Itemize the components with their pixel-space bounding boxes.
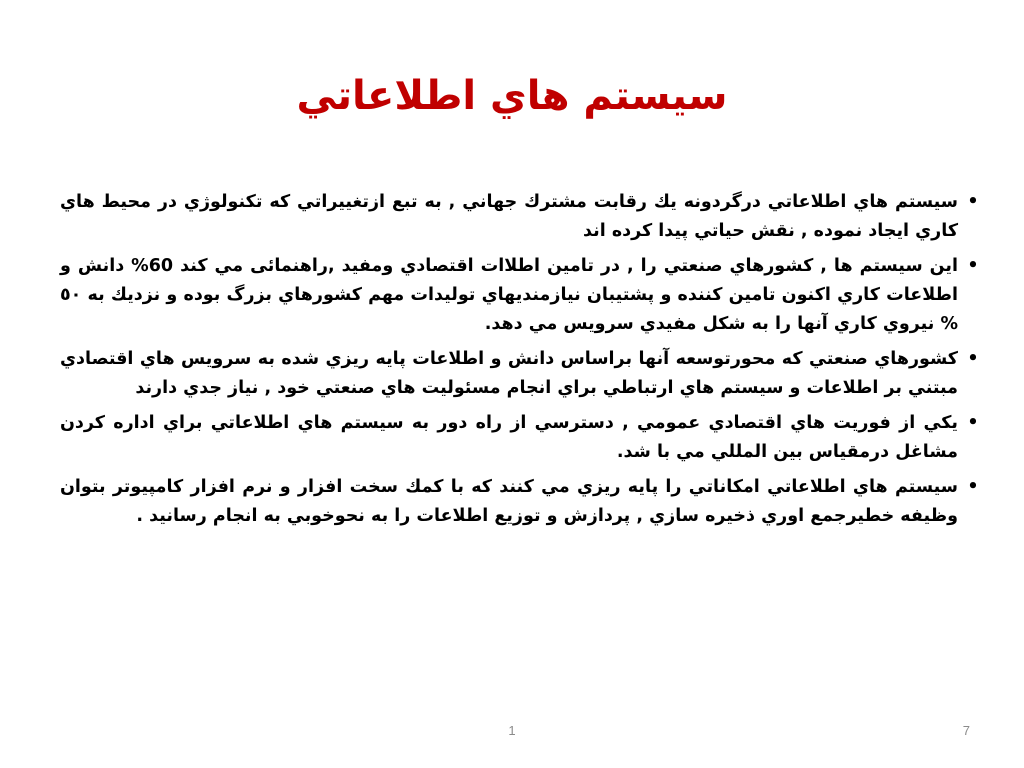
slide-title: سيستم هاي اطلاعاتي bbox=[296, 73, 728, 119]
bullet-item bbox=[60, 252, 979, 339]
bullet-item bbox=[60, 345, 979, 403]
slide-number: 7 bbox=[962, 723, 970, 738]
bullet-text: سيستم هاي اطلاعاتي درگردونه يك رقابت مشترك جهاني , به تبع ازتغييراتي كه تكنولوژي در محيط هاي كاري ايجاد نموده , نقش حياتي پيدا كرده اند bbox=[60, 192, 958, 241]
bullet-text: كشورهاي صنعتي كه محورتوسعه آنها براساس دانش و اطلاعات پايه ريزي شده به سرويس هاي اقتصادي مبتني بر اطلاعات و سيستم هاي ارتباطي براي انجام مسئوليت هاي صنعتي خود , نياز جدي دارند bbox=[60, 349, 958, 398]
bullet-item bbox=[60, 473, 979, 531]
bullet-icon: • bbox=[967, 349, 979, 369]
bullet-icon: • bbox=[967, 256, 979, 276]
bullet-text: اين سيستم ها , كشورهاي صنعتي را , در تامين اطلاات اقتصادي ومفيد ,راهنمائی مي كند 60% دانش و اطلاعات كاري اكنون تامين كننده و پشتيبان نيازمنديهاي توليدات مهم كشورهاي بزرگ بوده و نزديك به ٥٠ % نيروي كاري آنها را به شكل مفيدي سرويس مي دهد. bbox=[60, 256, 958, 334]
bullet-icon: • bbox=[967, 192, 979, 212]
bullet-text: يكي از فوريت هاي اقتصادي عمومي , دسترسي از راه دور به سيستم هاي اطلاعاتي براي اداره كردن مشاغل درمقياس بين المللي مي با شد. bbox=[60, 413, 958, 462]
bullet-icon: • bbox=[967, 477, 979, 497]
bullet-item bbox=[60, 188, 979, 246]
bullet-text: سيستم هاي اطلاعاتي امكاناتي را پايه ريزي مي كنند كه با كمك سخت افزار و نرم افزار كامپيوتر بتوان وظيفه خطيرجمع اوري ذخيره سازي , پردازش و توزيع اطلاعات را به نحوخوبي به انجام رسانيد . bbox=[60, 477, 958, 526]
bullet-icon: • bbox=[967, 413, 979, 433]
footer-center-number: 1 bbox=[508, 723, 516, 738]
slide-body bbox=[60, 188, 979, 537]
bullet-item bbox=[60, 409, 979, 467]
bullet-list bbox=[60, 188, 979, 531]
